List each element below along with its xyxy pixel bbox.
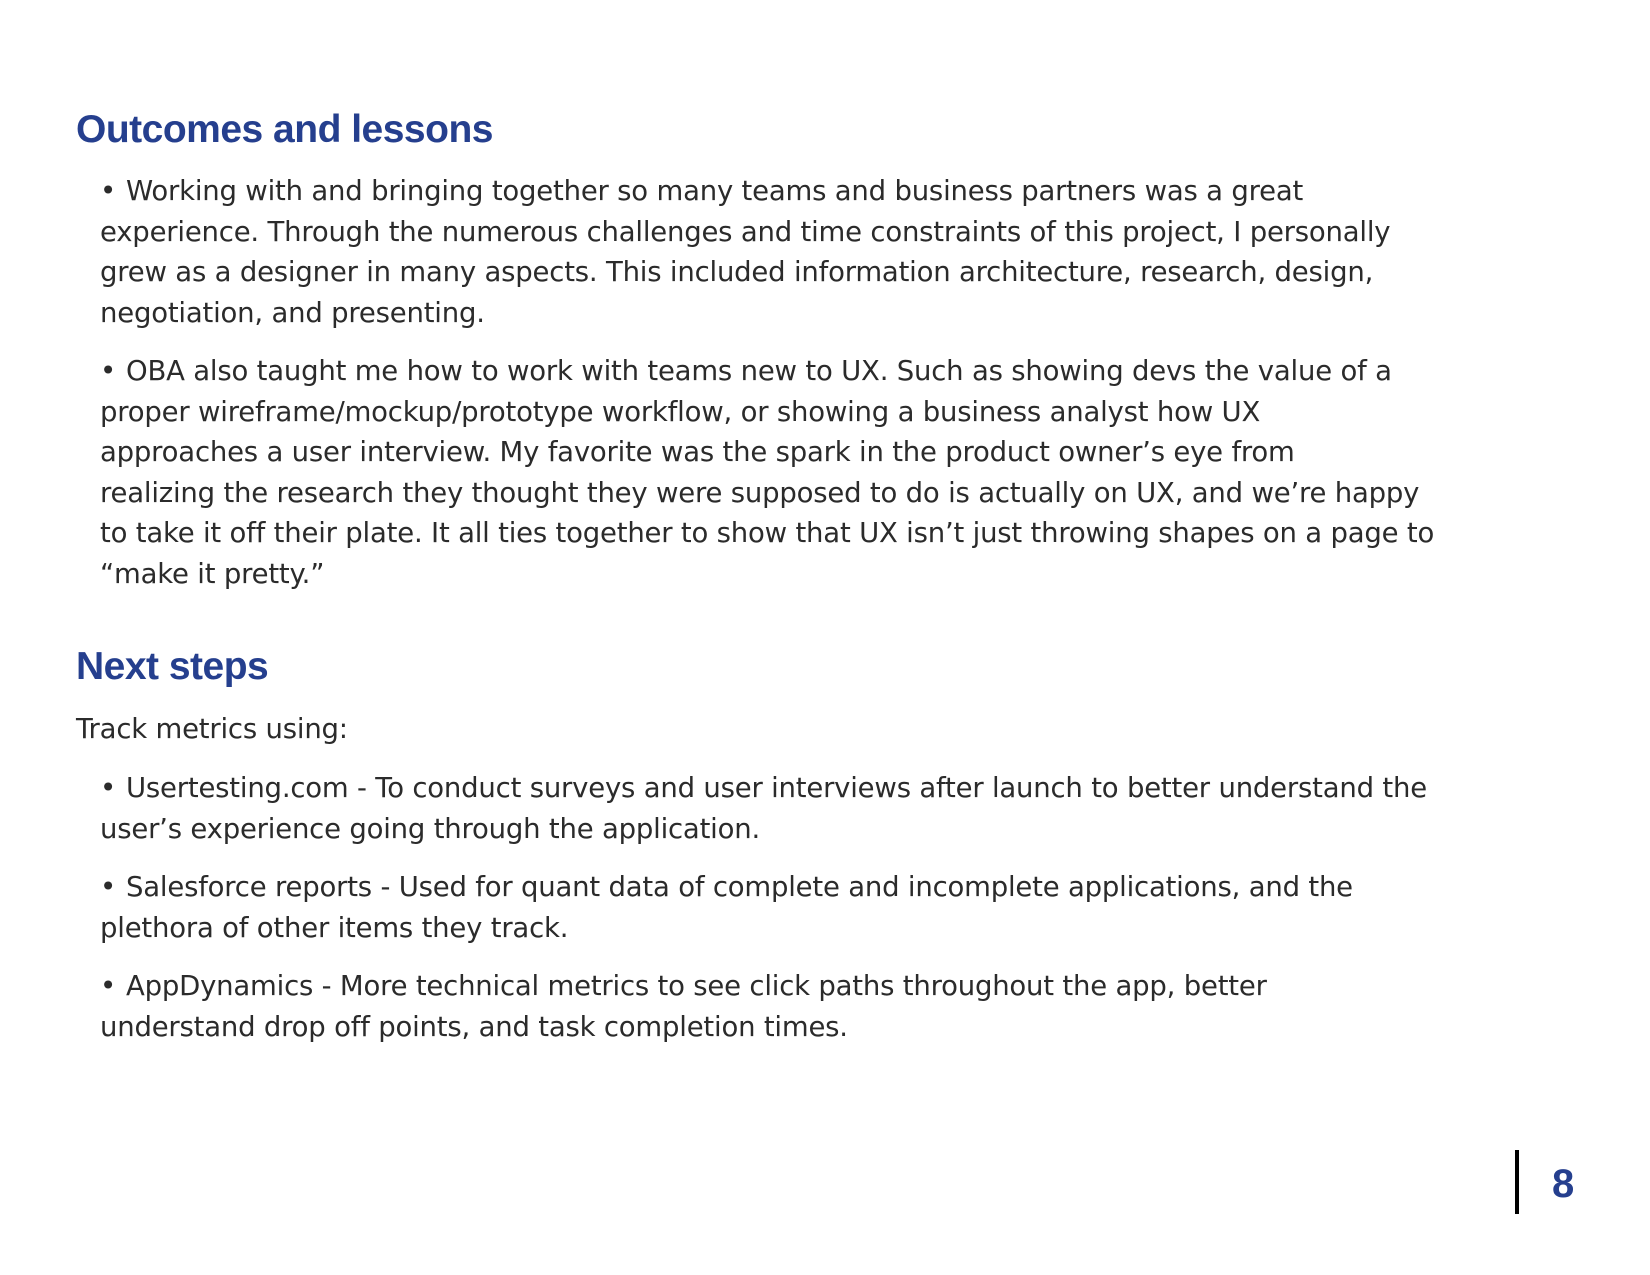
outcomes-bullet-2-line-1: OBA also taught me how to work with teams new to UX. Such as showing devs the value of a xyxy=(126,355,1392,387)
bullet-marker: • xyxy=(100,175,117,207)
outcomes-bullet-1-line-2: experience. Through the numerous challenges and time constraints of this project, I personally xyxy=(100,215,1391,248)
next-steps-bullet-salesforce xyxy=(100,867,1353,948)
next-steps-bullet-3-line-1: AppDynamics - More technical metrics to see click paths throughout the app, better xyxy=(126,970,1267,1002)
next-steps-bullet-2-line-2: plethora of other items they track. xyxy=(100,911,569,944)
outcomes-bullet-1-line-1: Working with and bringing together so many teams and business partners was a great xyxy=(126,175,1304,207)
next-steps-bullet-appdynamics xyxy=(100,966,1267,1047)
bullet-marker: • xyxy=(100,970,117,1002)
bullet-marker: • xyxy=(100,355,117,387)
next-steps-bullet-usertesting xyxy=(100,768,1427,849)
outcomes-bullet-1 xyxy=(100,171,1390,333)
bullet-marker: • xyxy=(100,871,117,903)
next-steps-bullet-3-line-2: understand drop off points, and task completion times. xyxy=(100,1010,848,1043)
next-steps-bullet-1-line-2: user’s experience going through the application. xyxy=(100,812,761,845)
page-number: 8 xyxy=(1552,1162,1575,1206)
outcomes-bullet-2-line-6: “make it pretty.” xyxy=(100,557,325,590)
bullet-marker: • xyxy=(100,772,117,804)
outcomes-bullet-1-line-3: grew as a designer in many aspects. This included information architecture, research, design, xyxy=(100,256,1374,288)
next-steps-bullet-2-line-1: Salesforce reports - Used for quant data of complete and incomplete applications, and the xyxy=(126,871,1353,903)
outcomes-bullet-2-line-2: proper wireframe/mockup/prototype workflow, or showing a business analyst how UX xyxy=(100,395,1261,428)
outcomes-bullet-1-line-4: negotiation, and presenting. xyxy=(100,296,485,329)
page-number-divider xyxy=(1515,1150,1519,1214)
outcomes-bullet-2 xyxy=(100,351,1434,594)
heading-outcomes-and-lessons: Outcomes and lessons xyxy=(76,108,493,151)
outcomes-bullet-2-line-3: approaches a user interview. My favorite was the spark in the product owner’s eye from xyxy=(100,436,1295,468)
next-steps-bullet-1-line-1: Usertesting.com - To conduct surveys and user interviews after launch to better understand the xyxy=(126,772,1427,804)
outcomes-bullet-2-line-4: realizing the research they thought they were supposed to do is actually on UX, and we’re happy xyxy=(100,476,1420,509)
next-steps-intro: Track metrics using: xyxy=(76,713,348,745)
heading-next-steps: Next steps xyxy=(76,645,269,688)
outcomes-bullet-2-line-5: to take it off their plate. It all ties together to show that UX isn’t just throwing shapes on a page to xyxy=(100,517,1435,549)
